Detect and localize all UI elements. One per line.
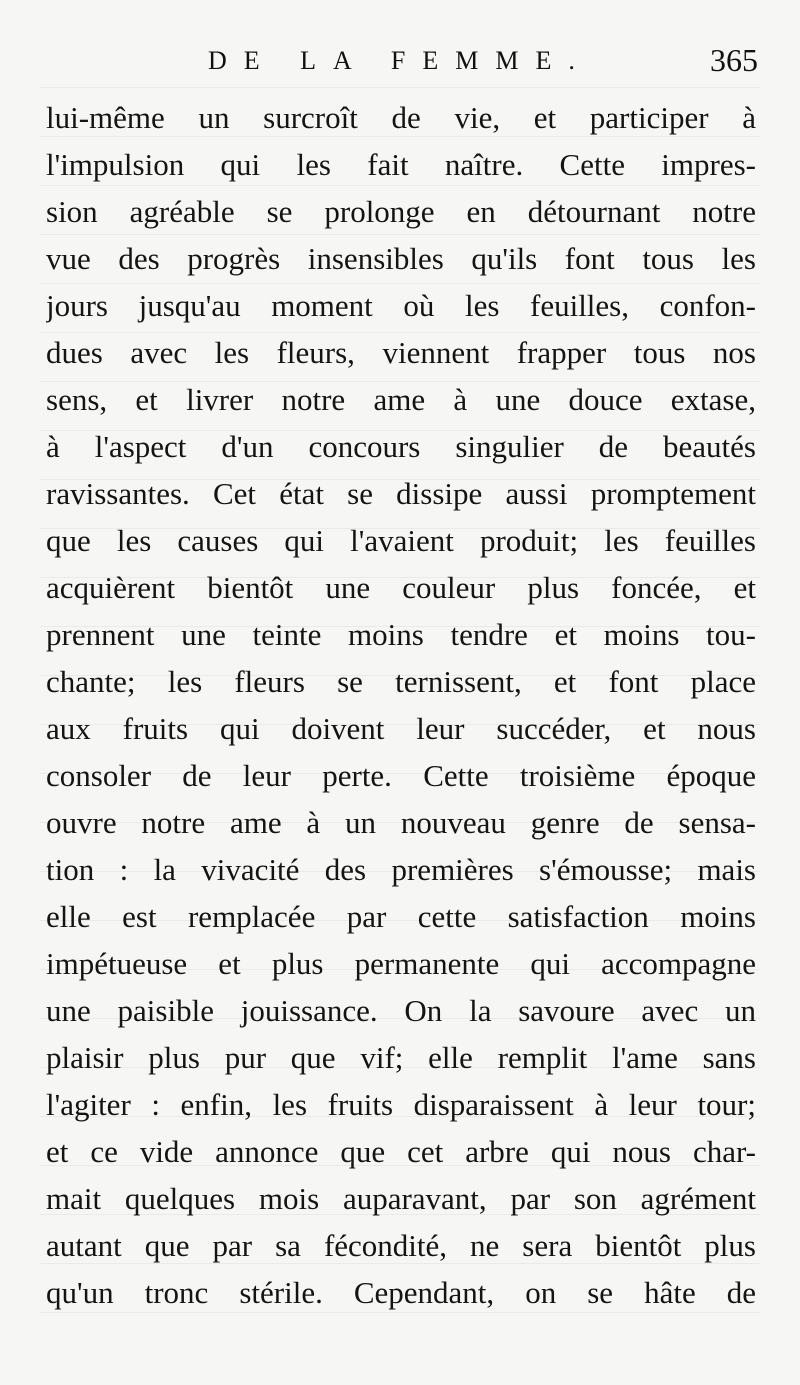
text-line: qu'un tronc stérile. Cependant, on se hâte de [46, 1275, 756, 1310]
text-line: l'impulsion qui les fait naître. Cette impres- [46, 147, 756, 182]
text-line: elle est remplacée par cette satisfaction moins [46, 899, 756, 934]
text-line: ravissantes. Cet état se dissipe aussi promptement [46, 476, 756, 511]
text-line: tion : la vivacité des premières s'émousse; mais [46, 852, 756, 887]
text-line: lui-même un surcroît de vie, et participer à [46, 100, 756, 135]
text-line: vue des progrès insensibles qu'ils font tous les [46, 241, 756, 276]
text-line: chante; les fleurs se ternissent, et font place [46, 664, 756, 699]
body-text [46, 94, 756, 1316]
page-header [48, 40, 758, 80]
text-line: autant que par sa fécondité, ne sera bientôt plus [46, 1228, 756, 1263]
text-line: impétueuse et plus permanente qui accompagne [46, 946, 756, 981]
text-line: mait quelques mois auparavant, par son agrément [46, 1181, 756, 1216]
text-line: acquièrent bientôt une couleur plus foncée, et [46, 570, 756, 605]
text-line: consoler de leur perte. Cette troisième époque [46, 758, 756, 793]
text-line: une paisible jouissance. On la savoure avec un [46, 993, 756, 1028]
text-line: prennent une teinte moins tendre et moins tou- [46, 617, 756, 652]
text-line: sion agréable se prolonge en détournant notre [46, 194, 756, 229]
text-line: aux fruits qui doivent leur succéder, et nous [46, 711, 756, 746]
text-line: jours jusqu'au moment où les feuilles, confon- [46, 288, 756, 323]
text-line: plaisir plus pur que vif; elle remplit l'ame sans [46, 1040, 756, 1075]
text-line: et ce vide annonce que cet arbre qui nous char- [46, 1134, 756, 1169]
text-line: à l'aspect d'un concours singulier de beautés [46, 429, 756, 464]
text-line: ouvre notre ame à un nouveau genre de sensa- [46, 805, 756, 840]
text-line: l'agiter : enfin, les fruits disparaissent à leur tour; [46, 1087, 756, 1122]
text-line: que les causes qui l'avaient produit; les feuilles [46, 523, 756, 558]
page-number: 365 [710, 42, 758, 78]
text-line: sens, et livrer notre ame à une douce extase, [46, 382, 756, 417]
running-head: DE LA FEMME. [208, 46, 592, 75]
text-line: dues avec les fleurs, viennent frapper tous nos [46, 335, 756, 370]
